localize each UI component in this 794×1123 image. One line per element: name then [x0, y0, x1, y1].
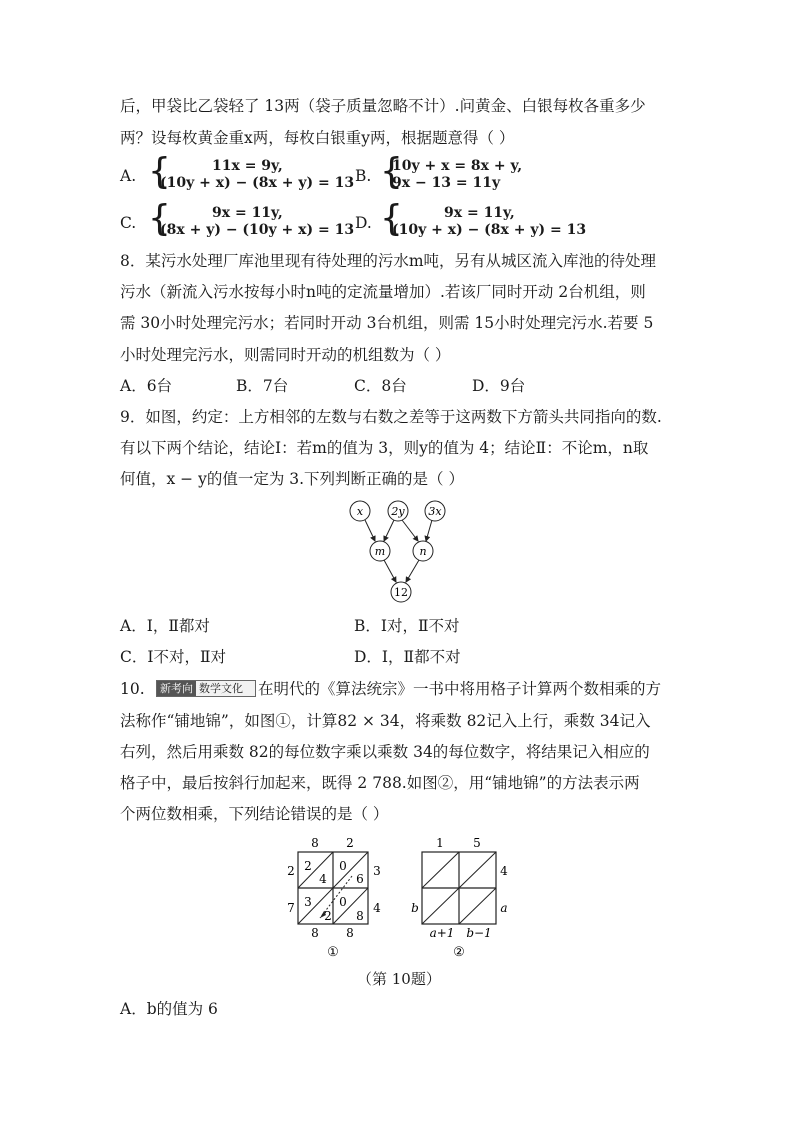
- q7-line-1: 后，甲袋比乙袋轻了 13两（袋子质量忽略不计）.问黄金、白银每枚各重多少: [120, 97, 646, 115]
- fig1-right-2: 4: [373, 901, 381, 915]
- q10-tag-new-direction: 新考向: [157, 681, 196, 696]
- fig1-bottom-2: 8: [346, 926, 354, 940]
- q8-option-d: D．9台: [472, 377, 526, 395]
- q7-option-b-label: B.: [355, 167, 372, 185]
- fig1-cell-22-tens: 0: [339, 895, 347, 909]
- fig1-cell-11-tens: 2: [304, 859, 312, 873]
- q9-option-b: B．Ⅰ对，Ⅱ不对: [354, 617, 460, 635]
- fig1-cell-22-ones: 8: [356, 909, 364, 923]
- node-12: 12: [394, 586, 408, 599]
- fig2-right-1: 4: [500, 864, 508, 878]
- q7-c-eq1: 9x = 11y,: [212, 205, 283, 221]
- q8-line-1: 8．某污水处理厂库池里现有待处理的污水m吨，另有从城区流入库池的待处理: [120, 252, 657, 270]
- q9-option-a: A．Ⅰ，Ⅱ都对: [120, 617, 210, 635]
- fig1-cell-12-ones: 6: [356, 872, 364, 886]
- node-n: n: [419, 545, 427, 558]
- q10-line-2: 法称作“铺地锦”，如图①，计算82 × 34，将乘数 82记入上行，乘数 34记入: [120, 712, 651, 730]
- q8-line-3: 需 30小时处理完污水；若同时开动 3台机组，则需 15小时处理完污水.若要 5: [120, 314, 654, 332]
- fig2-label: ②: [453, 945, 465, 960]
- q9-option-d: D．Ⅰ，Ⅱ都不对: [354, 648, 461, 666]
- node-2y: 2y: [391, 505, 405, 518]
- fig1-right-1: 3: [373, 864, 381, 878]
- node-x: x: [356, 505, 364, 518]
- q7-b-eq2: 9x − 13 = 11y: [392, 175, 501, 191]
- fig1-top-2: 2: [346, 836, 354, 850]
- q10-line-3: 右列，然后用乘数 82的每位数字乘以乘数 34的每位数字，将结果记入相应的: [120, 743, 650, 761]
- q9-line-2: 有以下两个结论，结论Ⅰ：若m的值为 3，则y的值为 4；结论Ⅱ：不论m，n取: [120, 439, 649, 457]
- node-3x: 3x: [428, 505, 442, 518]
- q7-option-d-system: { 9x = 11y, (10y + x) − (8x + y) = 13: [380, 198, 587, 239]
- q8-line-2: 污水（新流入污水按每小时n吨的定流量增加）.若该厂同时开动 2台机组，则: [120, 283, 646, 301]
- fig2-bottom-2: b−1: [466, 926, 492, 940]
- q8-option-c: C．8台: [354, 377, 407, 395]
- q7-b-eq1: 10y + x = 8x + y,: [392, 158, 523, 174]
- q7-option-a-label: A.: [120, 167, 137, 185]
- node-m: m: [374, 545, 386, 558]
- q8-option-b: B．7台: [236, 377, 289, 395]
- fig1-cell-21-tens: 3: [304, 895, 312, 909]
- fig2-top-1: 1: [436, 836, 444, 850]
- q7-option-b-system: { 10y + x = 8x + y, 9x − 13 = 11y: [380, 151, 523, 192]
- q8-line-4: 小时处理完污水，则需同时开动的机组数为（ ）: [120, 346, 451, 364]
- q10-tag-badge: [156, 680, 256, 697]
- q7-a-eq2: (10y + x) − (8x + y) = 13: [160, 175, 355, 191]
- q10-number: 10.: [120, 680, 145, 698]
- q7-line-2: 两？设每枚黄金重x两，每枚白银重y两，根据题意得（ ）: [120, 129, 515, 147]
- fig2-top-2: 5: [473, 836, 481, 850]
- q10-line-4: 格子中，最后按斜行加起来，既得 2 788.如图②，用“铺地锦”的方法表示两: [120, 774, 640, 792]
- q10-figure-2-grid: [405, 832, 520, 962]
- fig1-cell-12-tens: 0: [339, 859, 347, 873]
- q10-option-a: A．b的值为 6: [120, 1000, 218, 1018]
- q10-line-1: 在明代的《算法统宗》一书中将用格子计算两个数相乘的方: [258, 680, 662, 698]
- fig2-left-2: b: [411, 901, 419, 915]
- q7-option-a-system: { 11x = 9y, (10y + x) − (8x + y) = 13: [148, 151, 355, 192]
- q9-line-3: 何值，x − y的值一定为 3.下列判断正确的是（ ）: [120, 470, 464, 488]
- q9-line-1: 9．如图，约定：上方相邻的左数与右数之差等于这两数下方箭头共同指向的数.: [120, 408, 662, 426]
- fig1-left-1: 2: [287, 864, 295, 878]
- q7-c-eq2: (8x + y) − (10y + x) = 13: [160, 222, 355, 238]
- fig2-right-2: a: [500, 901, 508, 915]
- q7-d-eq1: 9x = 11y,: [444, 205, 515, 221]
- fig1-top-1: 8: [311, 836, 319, 850]
- fig2-bottom-1: a+1: [429, 926, 455, 940]
- fig1-label: ①: [327, 945, 339, 960]
- fig1-left-2: 7: [287, 901, 295, 915]
- q7-d-eq2: (10y + x) − (8x + y) = 13: [392, 222, 587, 238]
- q7-a-eq1: 11x = 9y,: [212, 158, 283, 174]
- q7-option-d-label: D.: [355, 214, 372, 232]
- q10-figure-1-grid: [280, 832, 390, 962]
- fig1-cell-11-ones: 4: [319, 872, 327, 886]
- q9-option-c: C．Ⅰ不对，Ⅱ对: [120, 648, 227, 666]
- q7-option-c-system: { 9x = 11y, (8x + y) − (10y + x) = 13: [148, 198, 355, 239]
- q9-arrow-diagram: [340, 497, 460, 609]
- q10-tag-math-culture: 数学文化: [199, 682, 243, 695]
- q8-option-a: A．6台: [120, 377, 173, 395]
- q10-figure-caption: （第 10题）: [357, 970, 441, 988]
- fig1-bottom-1: 8: [311, 926, 319, 940]
- q7-option-c-label: C.: [120, 214, 137, 232]
- q10-line-5: 个两位数相乘，下列结论错误的是（ ）: [120, 805, 389, 823]
- fig1-cell-21-ones: 2: [324, 909, 332, 923]
